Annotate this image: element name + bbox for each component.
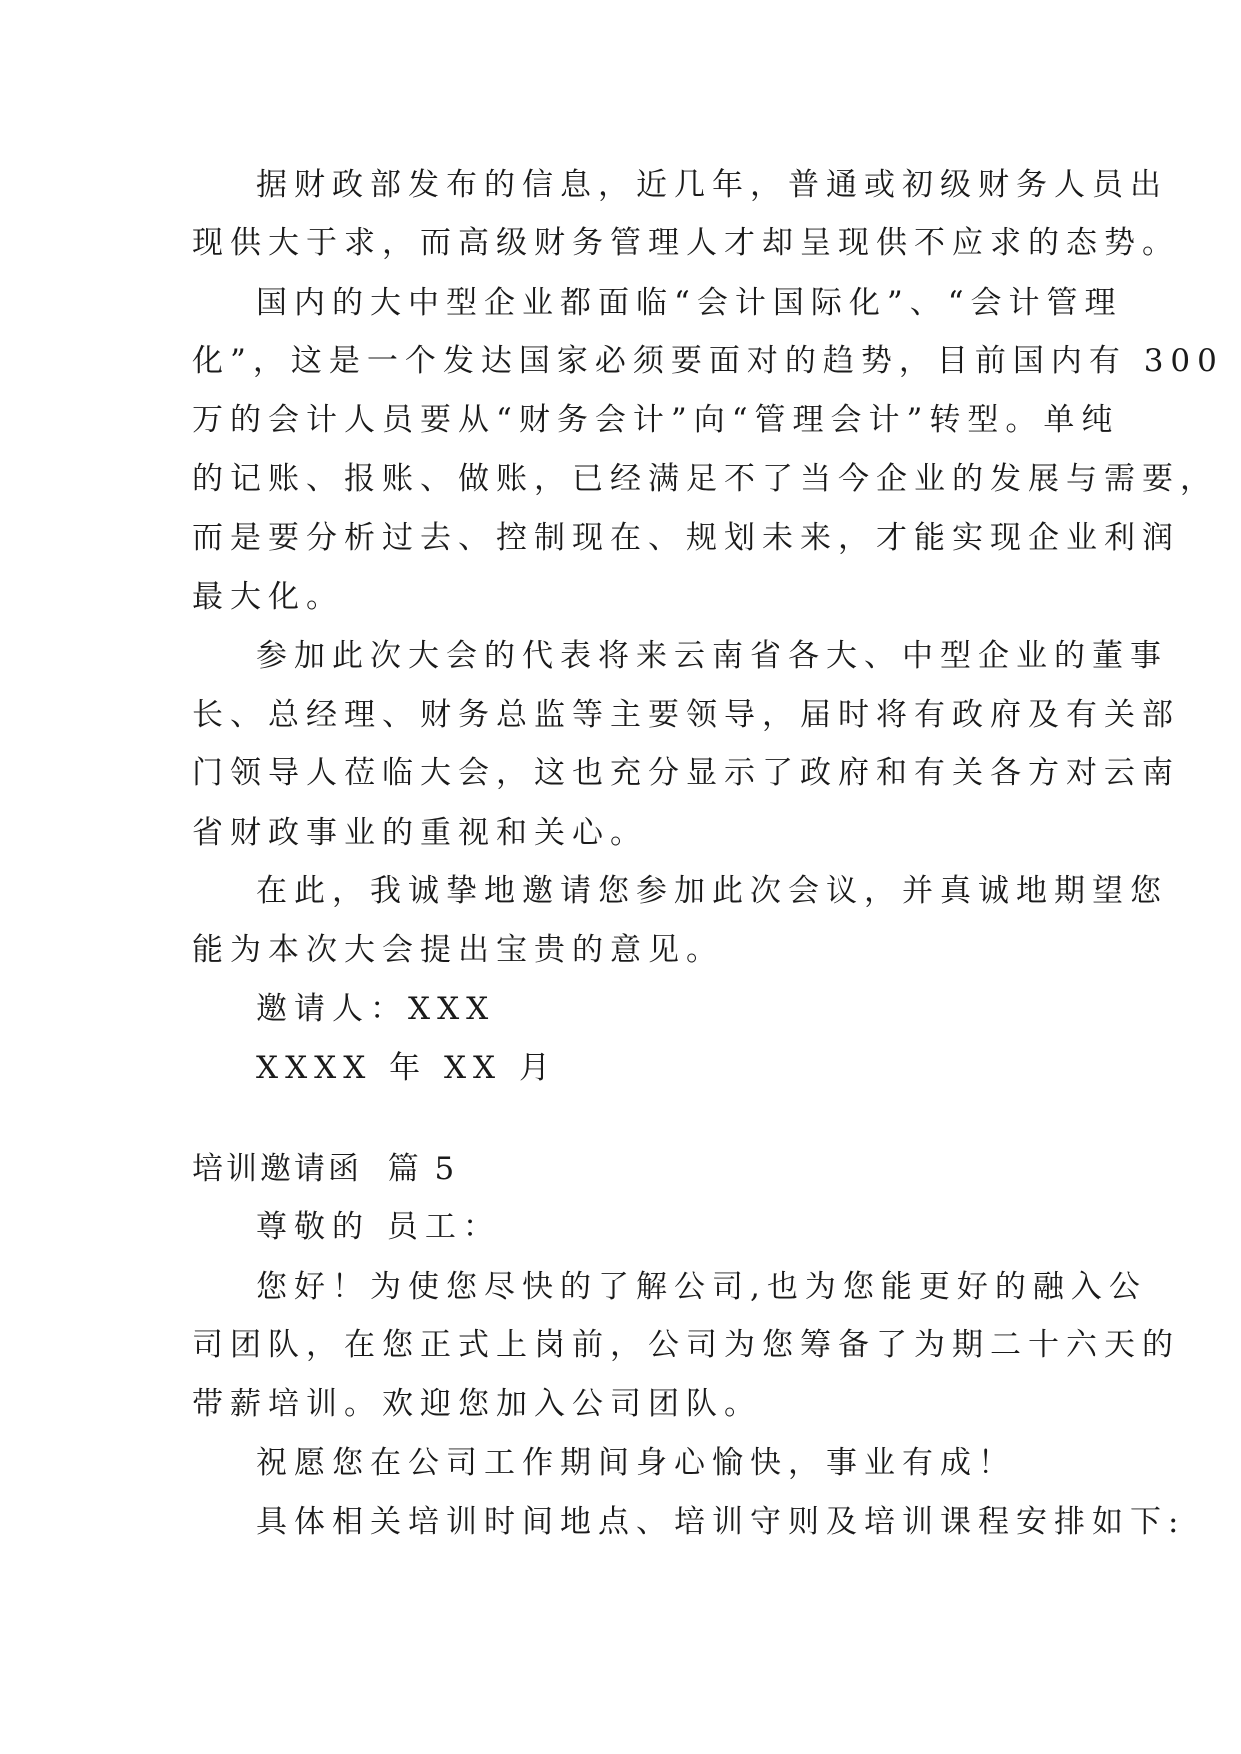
paragraph-line: 化”，这是一个发达国家必须要面对的趋势，目前国内有 300 [192, 343, 1224, 379]
paragraph-line: 在此，我诚挚地邀请您参加此次会议，并真诚地期望您 [256, 873, 1168, 909]
paragraph-line: 门领导人莅临大会，这也充分显示了政府和有关各方对云南 [192, 755, 1180, 791]
paragraph-line: 据财政部发布的信息，近几年，普通或初级财务人员出 [256, 167, 1168, 203]
paragraph-line: 的记账、报账、做账，已经满足不了当今企业的发展与需要， [192, 461, 1218, 497]
paragraph-line: 现供大于求，而高级财务管理人才却呈现供不应求的态势。 [192, 225, 1180, 261]
salutation: 尊敬的 员工： [256, 1209, 501, 1245]
paragraph-line: 而是要分析过去、控制现在、规划未来，才能实现企业利润 [192, 520, 1180, 556]
paragraph-line: 您好！为使您尽快的了解公司,也为您能更好的融入公 [256, 1269, 1147, 1305]
signature-inviter: 邀请人：XXX [256, 991, 496, 1027]
paragraph-line: 祝愿您在公司工作期间身心愉快，事业有成！ [256, 1445, 1016, 1481]
paragraph-line: 国内的大中型企业都面临“会计国际化”、“会计管理 [256, 285, 1123, 321]
paragraph-line: 带薪培训。欢迎您加入公司团队。 [192, 1386, 762, 1422]
signature-date: XXXX 年 XX 月 [256, 1050, 557, 1086]
paragraph-line: 万的会计人员要从“财务会计”向“管理会计”转型。单纯 [192, 402, 1120, 438]
paragraph-line: 能为本次大会提出宝贵的意见。 [192, 932, 724, 968]
section-heading: 培训邀请函 篇 5 [192, 1151, 458, 1187]
paragraph-line: 具体相关培训时间地点、培训守则及培训课程安排如下: [256, 1504, 1186, 1540]
paragraph-line: 省财政事业的重视和关心。 [192, 815, 648, 851]
paragraph-line: 长、总经理、财务总监等主要领导，届时将有政府及有关部 [192, 697, 1180, 733]
paragraph-line: 参加此次大会的代表将来云南省各大、中型企业的董事 [256, 638, 1168, 674]
paragraph-line: 最大化。 [192, 579, 344, 615]
paragraph-line: 司团队，在您正式上岗前，公司为您筹备了为期二十六天的 [192, 1327, 1180, 1363]
